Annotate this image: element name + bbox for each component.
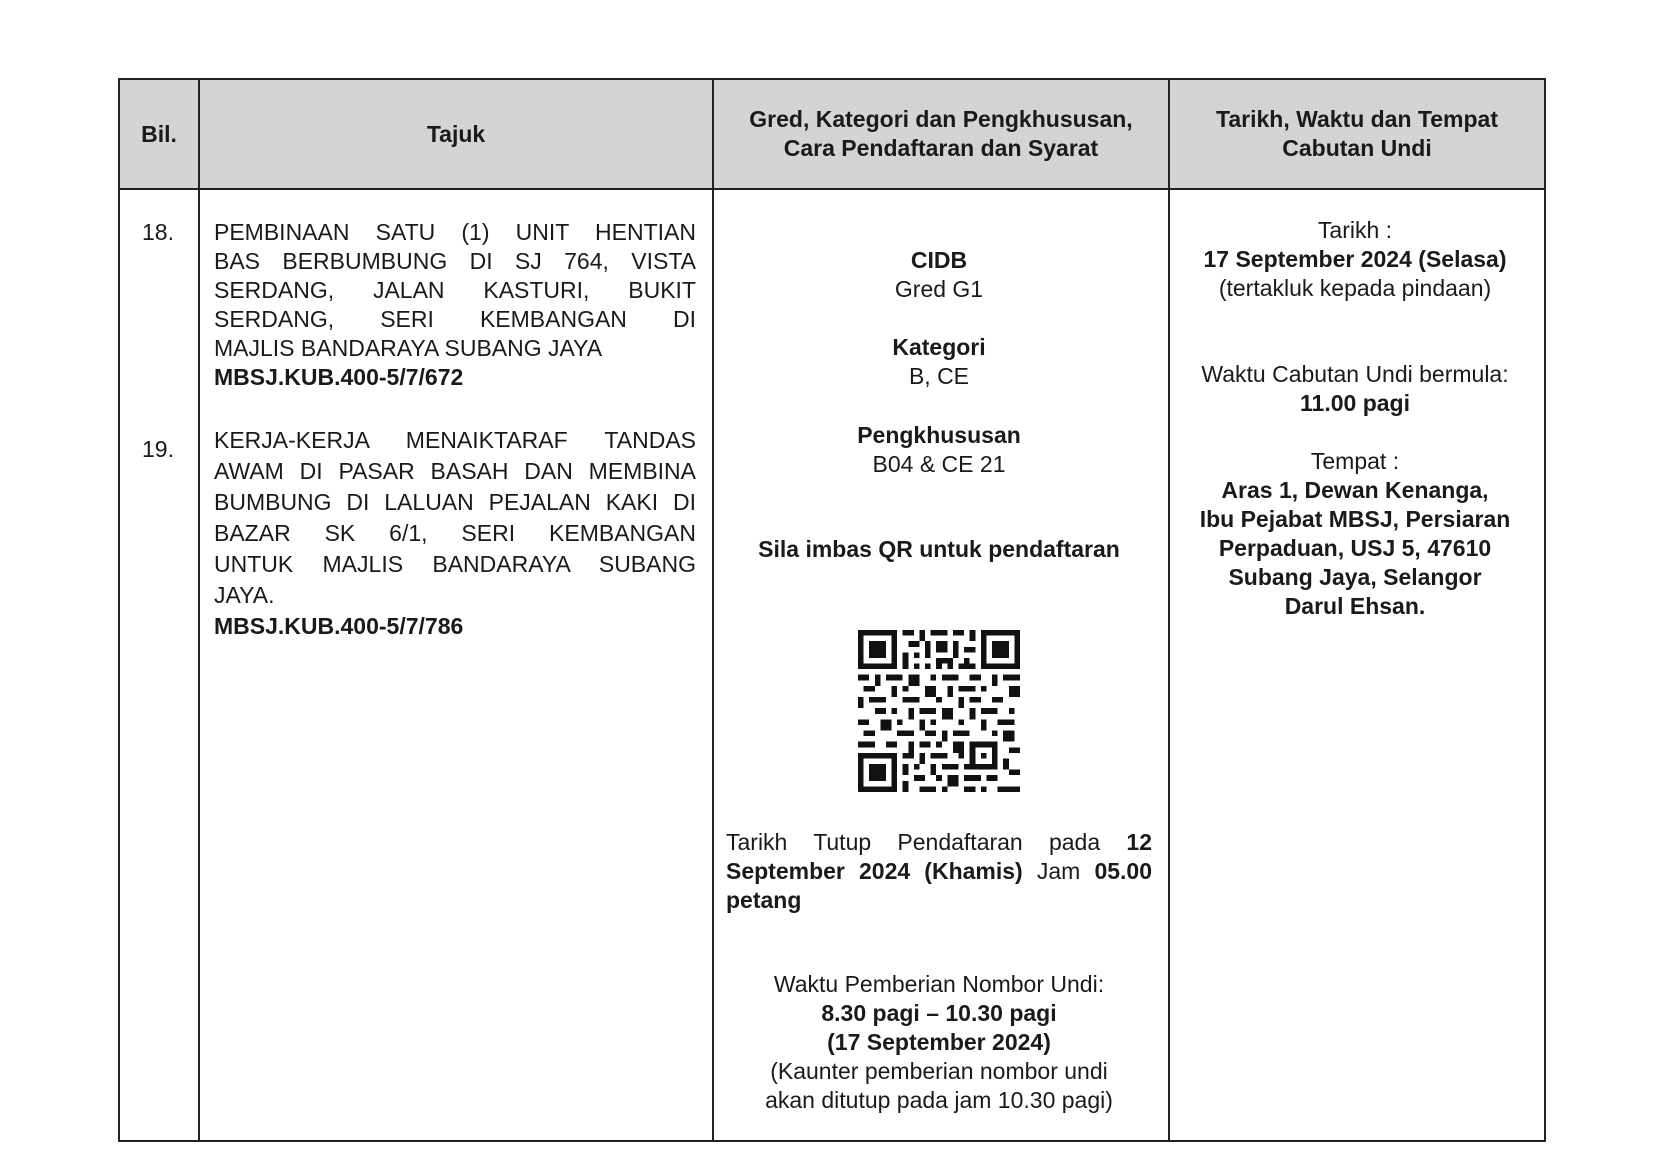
header-bil	[120, 80, 198, 188]
tempat-line: Darul Ehsan.	[1284, 593, 1426, 619]
registration-closing	[726, 828, 1152, 915]
title-line: UNTUK MAJLIS BANDARAYA SUBANG	[214, 551, 696, 577]
tarikh-note: (tertakluk kepada pindaan)	[1218, 275, 1492, 301]
tempat-block	[1168, 447, 1542, 621]
pengkhususan-value: B04 & CE 21	[872, 451, 1006, 477]
reference-number: MBSJ.KUB.400-5/7/786	[214, 613, 464, 639]
tempat-line: Subang Jaya, Selangor	[1228, 564, 1482, 590]
title-line: AWAM DI PASAR BASAH DAN MEMBINA	[214, 458, 696, 484]
item-title-19	[214, 425, 696, 642]
waktu-value: 11.00 pagi	[1300, 390, 1410, 416]
closing-line	[726, 857, 1152, 886]
header-bil-text: Bil.	[141, 120, 177, 147]
title-line: SERDANG, JALAN KASTURI, BUKIT	[214, 277, 696, 303]
title-line: BAS BERBUMBUNG DI SJ 764, VISTA	[214, 248, 696, 274]
title-line: SERDANG, SERI KEMBANGAN DI	[214, 306, 696, 332]
pengkhususan-block	[712, 421, 1166, 479]
header-tarikh	[1170, 80, 1544, 188]
tempat-line: Ibu Pejabat MBSJ, Persiaran	[1199, 506, 1511, 532]
scan-qr-note: Sila imbas QR untuk pendaftaran	[758, 536, 1120, 562]
header-gred-line: Gred, Kategori dan Pengkhususan,	[749, 106, 1133, 132]
nombor-note: akan ditutup pada jam 10.30 pagi)	[765, 1087, 1113, 1113]
cidb-value: Gred G1	[894, 276, 984, 302]
closing-date: September 2024 (Khamis)	[726, 858, 1023, 884]
header-gred	[714, 80, 1168, 188]
item-title-18	[214, 218, 696, 392]
nombor-time: 8.30 pagi – 10.30 pagi	[821, 1000, 1057, 1026]
tarikh-value: 17 September 2024 (Selasa)	[1203, 246, 1507, 272]
closing-time: 05.00	[1094, 858, 1153, 884]
nombor-undi-block	[712, 970, 1166, 1115]
waktu-block	[1168, 360, 1542, 418]
header-tajuk-text: Tajuk	[426, 120, 486, 147]
pengkhususan-label: Pengkhususan	[857, 422, 1021, 448]
header-tarikh-line: Tarikh, Waktu dan Tempat	[1216, 106, 1498, 132]
column-divider	[198, 80, 200, 1140]
waktu-label: Waktu Cabutan Undi bermula:	[1201, 361, 1509, 387]
cidb-label: CIDB	[910, 247, 968, 273]
closing-day: 12	[1126, 829, 1153, 855]
title-line: PEMBINAAN SATU (1) UNIT HENTIAN	[214, 219, 696, 245]
item-number: 19.	[142, 436, 174, 462]
reference-number: MBSJ.KUB.400-5/7/672	[214, 364, 464, 390]
nombor-note: (Kaunter pemberian nombor undi	[770, 1058, 1108, 1084]
tarikh-block	[1168, 216, 1542, 303]
kategori-label: Kategori	[892, 334, 986, 360]
tempat-label: Tempat :	[1310, 448, 1400, 474]
tempat-line: Perpaduan, USJ 5, 47610	[1218, 535, 1492, 561]
item-number: 18.	[142, 219, 174, 245]
closing-petang: petang	[726, 887, 802, 913]
header-divider	[120, 188, 1544, 190]
closing-prefix: Tarikh Tutup Pendaftaran pada	[726, 829, 1101, 855]
tarikh-label: Tarikh :	[1317, 217, 1393, 243]
kategori-block	[712, 333, 1166, 391]
closing-jam: Jam	[1036, 858, 1081, 884]
header-tarikh-line: Cabutan Undi	[1282, 135, 1432, 161]
nombor-date: (17 September 2024)	[827, 1029, 1051, 1055]
header-tajuk	[200, 80, 712, 188]
nombor-label: Waktu Pemberian Nombor Undi:	[773, 971, 1105, 997]
title-line: BUMBUNG DI LALUAN PEJALAN KAKI DI	[214, 489, 696, 515]
title-line: BAZAR SK 6/1, SERI KEMBANGAN	[214, 520, 696, 546]
title-line: KERJA-KERJA MENAIKTARAF TANDAS	[214, 427, 696, 453]
kategori-value: B, CE	[908, 363, 970, 389]
header-gred-line: Cara Pendaftaran dan Syarat	[783, 135, 1099, 161]
cidb-block	[712, 246, 1166, 304]
registration-qr-code[interactable]	[858, 630, 1020, 792]
closing-line	[726, 828, 1152, 857]
title-line: JAYA.	[214, 582, 275, 608]
tempat-line: Aras 1, Dewan Kenanga,	[1221, 477, 1489, 503]
title-line: MAJLIS BANDARAYA SUBANG JAYA	[214, 335, 603, 361]
